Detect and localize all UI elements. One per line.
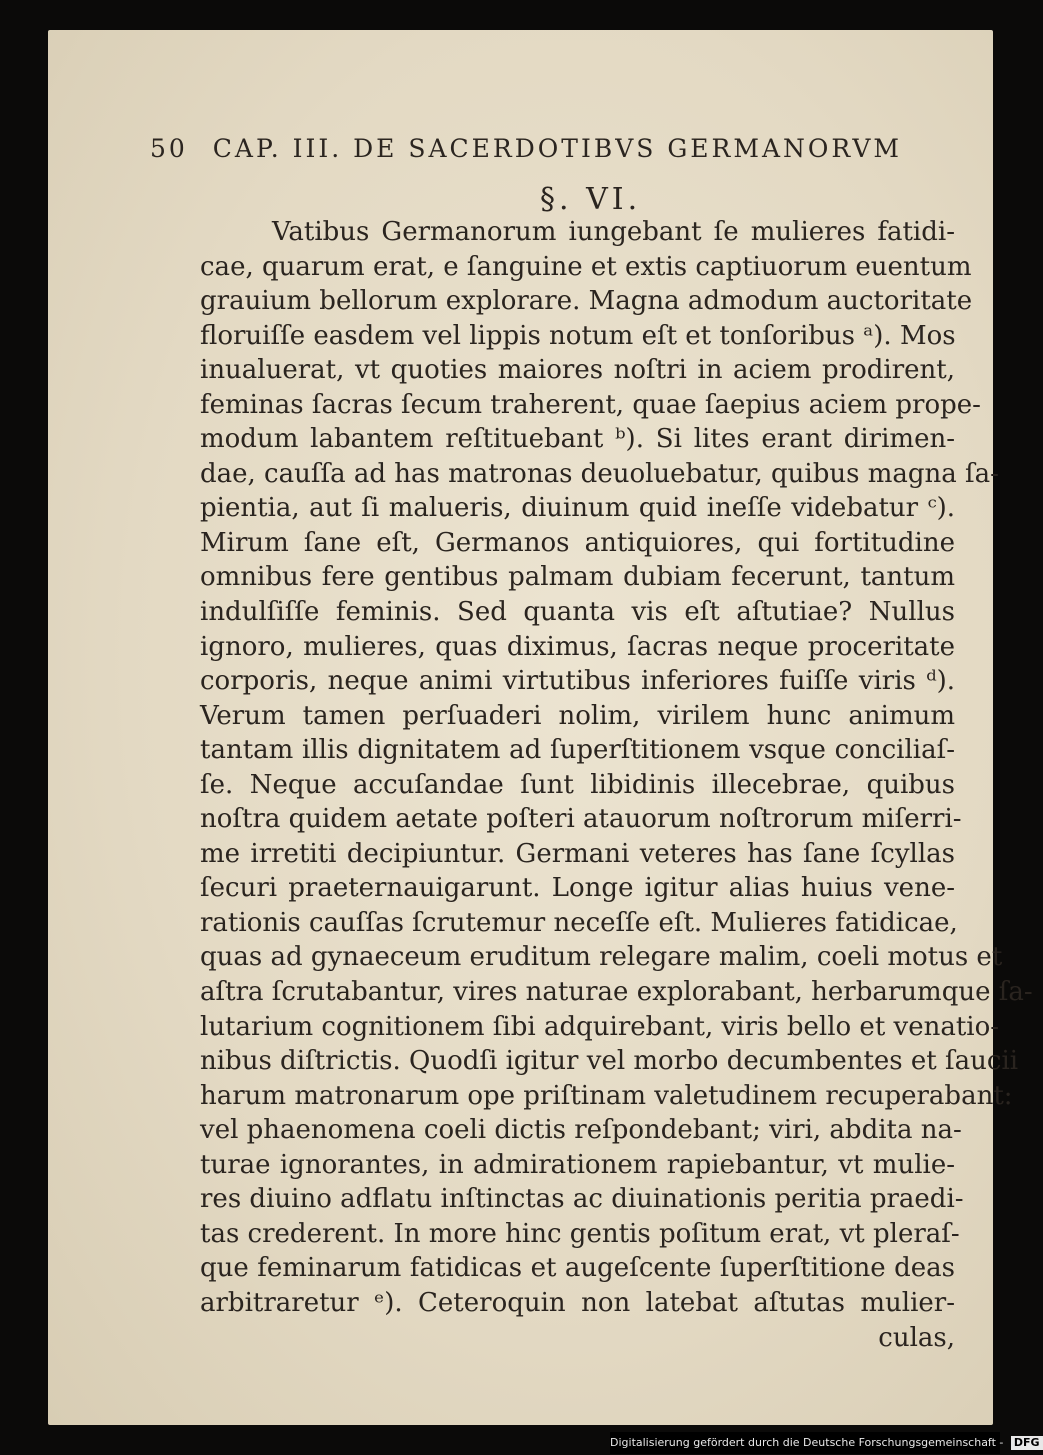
text-line: noſtra quidem aetate poſteri atauorum noſtrorum miſerri- <box>200 804 962 835</box>
text-line: que feminarum fatidicas et augeſcente ſuperſtitione deas <box>200 1253 955 1284</box>
running-header <box>150 134 930 170</box>
text-line: harum matronarum ope priſtinam valetudinem recuperabant: <box>200 1080 1013 1111</box>
text-line: aſtra ſcrutabantur, vires naturae explorabant, herbarumque ſa- <box>200 977 1033 1008</box>
text-line: res diuino adflatu inſtinctas ac diuinationis peritia praedi- <box>200 1184 964 1215</box>
text-line: cae, quarum erat, e ſanguine et extis captiuorum euentum <box>200 251 972 282</box>
text-line: tantam illis dignitatem ad ſuperſtitionem vsque conciliaſ- <box>200 735 955 766</box>
text-line: ſecuri praeternauigarunt. Longe igitur alias huius vene- <box>200 873 955 904</box>
text-line: floruiſſe easdem vel lippis notum eſt et tonſoribus ᵃ). Mos <box>200 320 956 351</box>
text-line: rationis cauſſas ſcrutemur neceſſe eſt. Mulieres fatidicae, <box>200 907 958 938</box>
text-line: indulſiſſe feminis. Sed quanta vis eſt aſtutiae? Nullus <box>200 597 955 628</box>
text-line: ignoro, mulieres, quas diximus, ſacras neque proceritate <box>200 631 955 662</box>
text-line: me irretiti decipiuntur. Germani veteres has ſane ſcyllas <box>200 838 955 869</box>
text-line: inualuerat, vt quoties maiores noſtri in aciem prodirent, <box>200 355 955 386</box>
text-line: modum labantem reſtituebant ᵇ). Si lites erant dirimen- <box>200 424 955 455</box>
section-heading: §. VI. <box>540 182 642 217</box>
text-line: nibus diſtrictis. Quodſi igitur vel morbo decumbentes et ſaucii <box>200 1046 1019 1077</box>
dfg-logo: DFG <box>1011 1436 1043 1450</box>
text-line: vel phaenomena coeli dictis reſpondebant; viri, abdita na- <box>200 1115 962 1146</box>
text-line: ſe. Neque accuſandae ſunt libidinis illecebrae, quibus <box>200 769 955 800</box>
text-line: culas, <box>878 1322 955 1353</box>
text-line: turae ignorantes, in admirationem rapiebantur, vt mulie- <box>200 1149 955 1180</box>
text-line: grauium bellorum explorare. Magna admodum auctoritate <box>200 286 973 317</box>
text-line: omnibus fere gentibus palmam dubiam fecerunt, tantum <box>200 562 955 593</box>
footer-text: Digitalisierung gefördert durch die Deutsche Forschungsgemeinschaft - <box>610 1436 1004 1449</box>
page-number: 50 <box>150 134 188 163</box>
text-line: feminas ſacras ſecum traherent, quae ſaepius aciem prope- <box>200 389 981 420</box>
scan-background-left <box>0 0 48 1455</box>
text-line: Verum tamen perſuaderi nolim, virilem hunc animum <box>200 700 955 731</box>
text-line: arbitraretur ᵉ). Ceteroquin non latebat aſtutas mulier- <box>200 1287 955 1318</box>
text-line: Mirum ſane eſt, Germanos antiquiores, qui fortitudine <box>200 527 955 558</box>
body-text <box>200 215 1033 1355</box>
text-line: lutarium cognitionem ſibi adquirebant, viris bello et venatio- <box>200 1011 1000 1042</box>
text-line: dae, cauſſa ad has matronas deuoluebatur, quibus magna ſa- <box>200 458 999 489</box>
text-line: corporis, neque animi virtutibus inferiores fuiſſe viris ᵈ). <box>200 666 955 697</box>
digitization-footer <box>610 1432 1040 1454</box>
text-line: quas ad gynaeceum eruditum relegare malim, coeli motus et <box>200 942 1003 973</box>
text-line: pientia, aut ſi malueris, diuinum quid ineſſe videbatur ᶜ). <box>200 493 955 524</box>
running-title: CAP. III. DE SACERDOTIBVS GERMANORVM <box>212 134 902 163</box>
text-line: tas crederent. In more hinc gentis poſitum erat, vt pleraſ- <box>200 1218 960 1249</box>
text-line: Vatibus Germanorum iungebant ſe mulieres fatidi- <box>272 217 955 247</box>
